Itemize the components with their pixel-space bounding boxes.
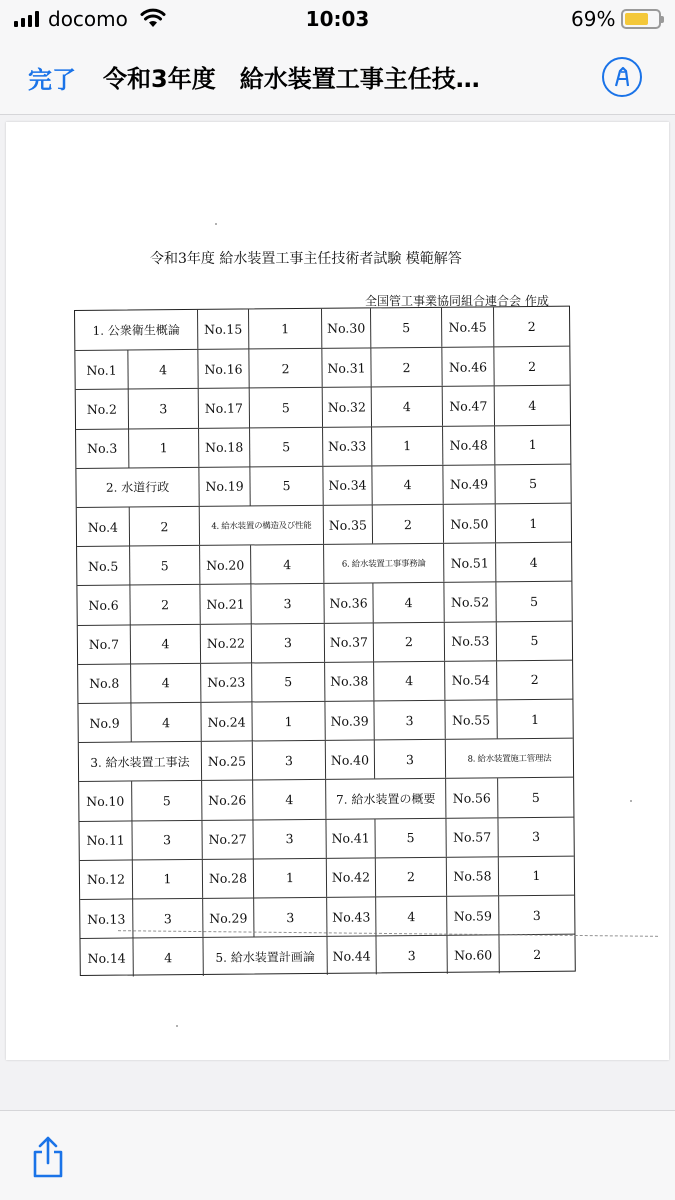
section-header-cell: 1. 公衆衛生概論 [92, 323, 180, 338]
document-title: 令和3年度 給水装置工事主任技… [103, 65, 480, 93]
answer-cell: 5 [131, 781, 201, 820]
section-header-cell: 3. 給水装置工事法 [90, 754, 190, 770]
section-header-cell: 4. 給水装置の構造及び性能 [199, 506, 323, 545]
answer-cell: 4 [495, 543, 571, 582]
question-number-cell: No.43 [326, 897, 375, 936]
answer-cell: 2 [248, 349, 321, 388]
section-header-cell: 2. 水道行政 [105, 480, 170, 496]
question-number-cell: No.39 [324, 701, 373, 740]
answer-cell: 2 [375, 858, 446, 897]
question-number-cell: No.5 [88, 558, 119, 574]
answer-cell: 1 [128, 429, 198, 468]
question-number-cell: No.12 [86, 871, 126, 888]
question-number-cell: No.3 [87, 440, 118, 457]
scan-title: 令和3年度 給水装置工事主任技術者試験 模範解答 [150, 251, 462, 267]
section-header-cell: 7. 給水装置の概要 [325, 779, 445, 818]
answer-cell: 4 [252, 780, 325, 819]
question-number-cell: No.9 [89, 715, 120, 731]
question-number-cell: No.2 [86, 401, 118, 417]
nav-bar [0, 40, 675, 115]
answer-cell: 4 [372, 583, 443, 622]
clock: 10:03 [305, 7, 370, 31]
question-number-cell: No.29 [202, 898, 253, 937]
answer-cell: 1 [132, 860, 202, 899]
question-number-cell: No.31 [321, 349, 370, 388]
question-number-cell: No.16 [197, 350, 248, 389]
question-number-cell: No.40 [325, 741, 374, 780]
table-row [78, 620, 572, 663]
question-number-cell: No.7 [88, 636, 120, 653]
table-row [79, 777, 573, 820]
battery-level [625, 13, 648, 25]
answer-cell: 4 [371, 387, 442, 426]
answer-cell: 2 [372, 505, 443, 544]
answer-cell: 3 [373, 701, 444, 740]
markup-pen-icon[interactable] [602, 57, 642, 97]
question-number-cell: No.52 [443, 583, 495, 622]
answer-cell: 4 [127, 350, 197, 389]
answer-cell: 2 [370, 348, 441, 387]
carrier-name: docomo [48, 7, 128, 31]
answer-cell: 2 [373, 622, 444, 661]
answer-cell: 2 [129, 507, 199, 546]
question-number-cell: No.49 [442, 465, 494, 504]
section-header-cell: 6. 給水装置工事事務論 [323, 544, 443, 583]
question-number-cell: No.19 [198, 467, 249, 506]
question-number-cell: No.53 [444, 622, 496, 661]
answer-table [74, 306, 576, 976]
answer-cell: 1 [495, 504, 571, 543]
answer-cell: 2 [129, 585, 199, 624]
answer-cell: 4 [250, 545, 323, 584]
table-row [77, 503, 571, 546]
answer-cell: 3 [375, 936, 446, 975]
answer-cell: 3 [132, 899, 202, 938]
table-row [80, 855, 574, 898]
table-row [77, 581, 571, 624]
answer-cell: 3 [497, 817, 573, 856]
question-number-cell: No.51 [443, 544, 495, 583]
question-number-cell: No.11 [86, 832, 125, 849]
answer-cell: 3 [250, 584, 323, 623]
question-number-cell: No.22 [200, 624, 251, 663]
answer-cell: 4 [371, 466, 442, 505]
answer-cell: 3 [131, 821, 201, 860]
question-number-cell: No.34 [322, 466, 371, 505]
answer-cell: 5 [251, 663, 324, 702]
answer-cell: 3 [252, 741, 325, 780]
answer-cell: 4 [130, 703, 200, 742]
question-number-cell: No.8 [89, 676, 120, 692]
question-number-cell: No.48 [442, 426, 494, 465]
answer-cell: 1 [248, 309, 321, 349]
answer-cell: 3 [374, 740, 445, 779]
answer-cell: 4 [132, 938, 202, 977]
answer-cell: 5 [497, 778, 573, 817]
question-number-cell: No.26 [201, 781, 252, 820]
table-row [76, 463, 570, 506]
answer-cell: 4 [130, 664, 200, 703]
battery-icon [621, 9, 661, 29]
answer-cell: 5 [494, 464, 570, 503]
question-number-cell: No.37 [324, 623, 373, 662]
table-row [78, 659, 572, 702]
status-bar [0, 0, 675, 40]
answer-cell: 3 [128, 389, 198, 428]
question-number-cell: No.15 [197, 309, 248, 349]
question-number-cell: No.55 [444, 700, 496, 739]
question-number-cell: No.59 [446, 896, 498, 935]
table-row [78, 699, 572, 742]
table-row [75, 307, 569, 350]
question-number-cell: No.47 [442, 387, 494, 426]
answer-cell: 2 [498, 935, 574, 974]
answer-cell: 2 [493, 347, 569, 386]
answer-cell: 5 [249, 427, 322, 466]
scan-speck [630, 800, 632, 802]
table-row [76, 424, 570, 467]
question-number-cell: No.50 [443, 504, 495, 543]
question-number-cell: No.35 [323, 505, 372, 544]
table-row [79, 816, 573, 859]
answer-cell: 5 [374, 818, 445, 857]
answer-cell: 4 [373, 662, 444, 701]
table-row [79, 738, 573, 781]
question-number-cell: No.38 [324, 662, 373, 701]
answer-cell: 5 [249, 467, 322, 506]
answer-cell: 3 [251, 623, 324, 662]
question-number-cell: No.27 [201, 820, 252, 859]
answer-cell: 3 [498, 896, 574, 935]
answer-cell: 1 [251, 702, 324, 741]
section-header-cell: 5. 給水装置計画論 [202, 937, 326, 976]
answer-cell: 1 [371, 426, 442, 465]
question-number-cell: No.14 [87, 950, 126, 966]
question-number-cell: No.1 [86, 362, 117, 378]
question-number-cell: No.57 [445, 818, 497, 857]
answer-cell: 2 [493, 307, 569, 347]
question-number-cell: No.56 [445, 779, 497, 818]
table-row [80, 934, 574, 977]
question-number-cell: No.13 [87, 911, 126, 927]
done-button[interactable]: 完了 [28, 66, 76, 94]
answer-cell: 5 [496, 621, 572, 660]
answer-cell: 1 [496, 700, 572, 739]
scan-speck [176, 1025, 178, 1027]
question-number-cell: No.45 [441, 307, 493, 347]
question-number-cell: No.30 [321, 308, 370, 348]
question-number-cell: No.4 [87, 519, 119, 535]
question-number-cell: No.6 [88, 597, 119, 613]
answer-cell: 1 [253, 859, 326, 898]
question-number-cell: No.21 [199, 585, 250, 624]
table-row [75, 346, 569, 389]
battery-percent: 69% [571, 7, 616, 31]
question-number-cell: No.23 [200, 663, 251, 702]
answer-cell: 5 [370, 308, 441, 348]
answer-cell: 3 [253, 898, 326, 937]
question-number-cell: No.18 [198, 428, 249, 467]
question-number-cell: No.24 [200, 702, 251, 741]
question-number-cell: No.20 [199, 546, 250, 585]
question-number-cell: No.41 [325, 819, 374, 858]
answer-cell: 1 [498, 856, 574, 895]
question-number-cell: No.10 [86, 793, 125, 809]
question-number-cell: No.42 [326, 858, 375, 897]
question-number-cell: No.33 [322, 427, 371, 466]
answer-cell: 5 [249, 388, 322, 427]
answer-cell: 4 [130, 625, 200, 664]
answer-cell: 5 [495, 582, 571, 621]
scan-author: 全国管工事業協同組合連合会 作成 [365, 294, 549, 308]
table-row [77, 542, 571, 585]
answer-cell: 1 [494, 425, 570, 464]
answer-cell: 5 [129, 546, 199, 585]
question-number-cell: No.46 [441, 348, 493, 387]
question-number-cell: No.28 [202, 859, 253, 898]
table-row [76, 385, 570, 428]
scan-speck [215, 223, 217, 225]
question-number-cell: No.44 [326, 937, 375, 976]
bottom-toolbar [0, 1110, 675, 1200]
answer-cell: 4 [375, 897, 446, 936]
question-number-cell: No.25 [201, 742, 252, 781]
answer-cell: 2 [496, 660, 572, 699]
question-number-cell: No.17 [198, 389, 249, 428]
question-number-cell: No.60 [446, 936, 498, 975]
question-number-cell: No.58 [446, 857, 498, 896]
answer-cell: 4 [494, 386, 570, 425]
question-number-cell: No.54 [444, 661, 496, 700]
section-header-cell: 8. 給水装置施工管理法 [445, 739, 573, 778]
share-icon[interactable] [30, 1135, 66, 1179]
answer-cell: 3 [252, 819, 325, 858]
question-number-cell: No.36 [323, 584, 372, 623]
question-number-cell: No.32 [322, 388, 371, 427]
